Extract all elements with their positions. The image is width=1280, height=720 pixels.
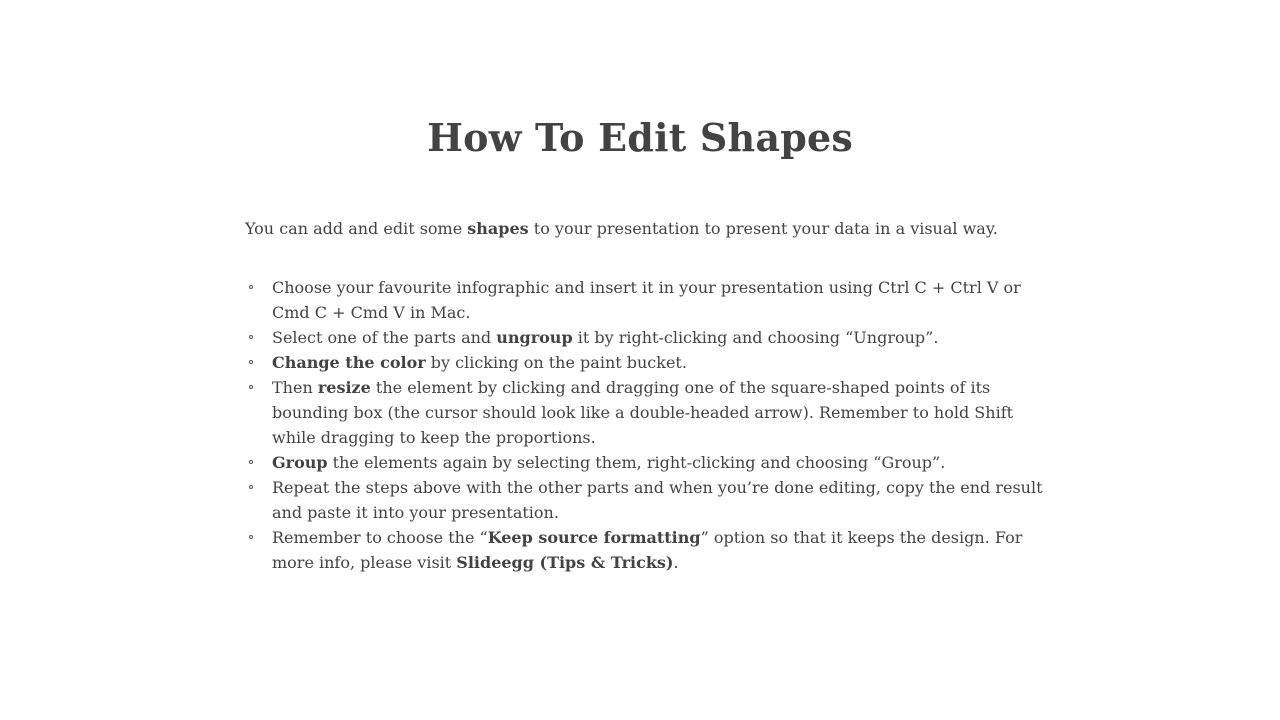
list-item-text: it by right-clicking and choosing “Ungroup”. xyxy=(572,328,939,347)
bullet-icon xyxy=(249,335,253,339)
list-item-text: Choose your favourite infographic and insert it in your presentation using Ctrl C + Ctrl V or Cmd C + Cmd V in Mac. xyxy=(272,278,1021,322)
instruction-list xyxy=(245,275,1045,575)
list-item-text: by clicking on the paint bucket. xyxy=(425,353,687,372)
bullet-icon xyxy=(249,460,253,464)
intro-text-before: You can add and edit some xyxy=(245,219,468,238)
list-item xyxy=(245,375,1045,450)
list-item-text: . xyxy=(673,553,679,572)
list-item-text: Repeat the steps above with the other parts and when you’re done editing, copy the end result and paste it into your presentation. xyxy=(272,478,1043,522)
list-item-bold: ungroup xyxy=(496,328,573,347)
list-item xyxy=(245,475,1045,525)
list-item-text: ” option so that it keeps the design. For more info, please visit xyxy=(272,528,1023,572)
list-item xyxy=(245,325,1045,350)
bullet-icon xyxy=(249,485,253,489)
bullet-icon xyxy=(249,535,253,539)
list-item xyxy=(245,525,1045,575)
list-item-text: the element by clicking and dragging one of the square-shaped points of its bounding box (the cursor should look like a double-headed arrow). Remember to hold Shift while dragging to keep the proportions. xyxy=(272,378,1014,447)
intro-bold-shapes: shapes xyxy=(467,219,529,238)
slide-title: How To Edit Shapes xyxy=(427,115,853,160)
intro-paragraph xyxy=(245,216,1065,241)
list-item-text: Select one of the parts and xyxy=(272,328,497,347)
list-item-text: Remember to choose the “ xyxy=(272,528,488,547)
list-item xyxy=(245,275,1045,325)
bullet-icon xyxy=(249,285,253,289)
list-item-bold: Group xyxy=(272,453,328,472)
list-item-bold: Keep source formatting xyxy=(487,528,701,547)
list-item xyxy=(245,450,1045,475)
list-item-text: the elements again by selecting them, right-clicking and choosing “Group”. xyxy=(327,453,946,472)
list-item-bold: resize xyxy=(317,378,371,397)
list-item-bold: Change the color xyxy=(272,353,426,372)
bullet-icon xyxy=(249,360,253,364)
bullet-icon xyxy=(249,385,253,389)
list-item-text: Then xyxy=(272,378,318,397)
intro-text-after: to your presentation to present your data in a visual way. xyxy=(528,219,998,238)
slideegg-link[interactable]: Slideegg (Tips & Tricks) xyxy=(456,553,674,572)
list-item xyxy=(245,350,1045,375)
